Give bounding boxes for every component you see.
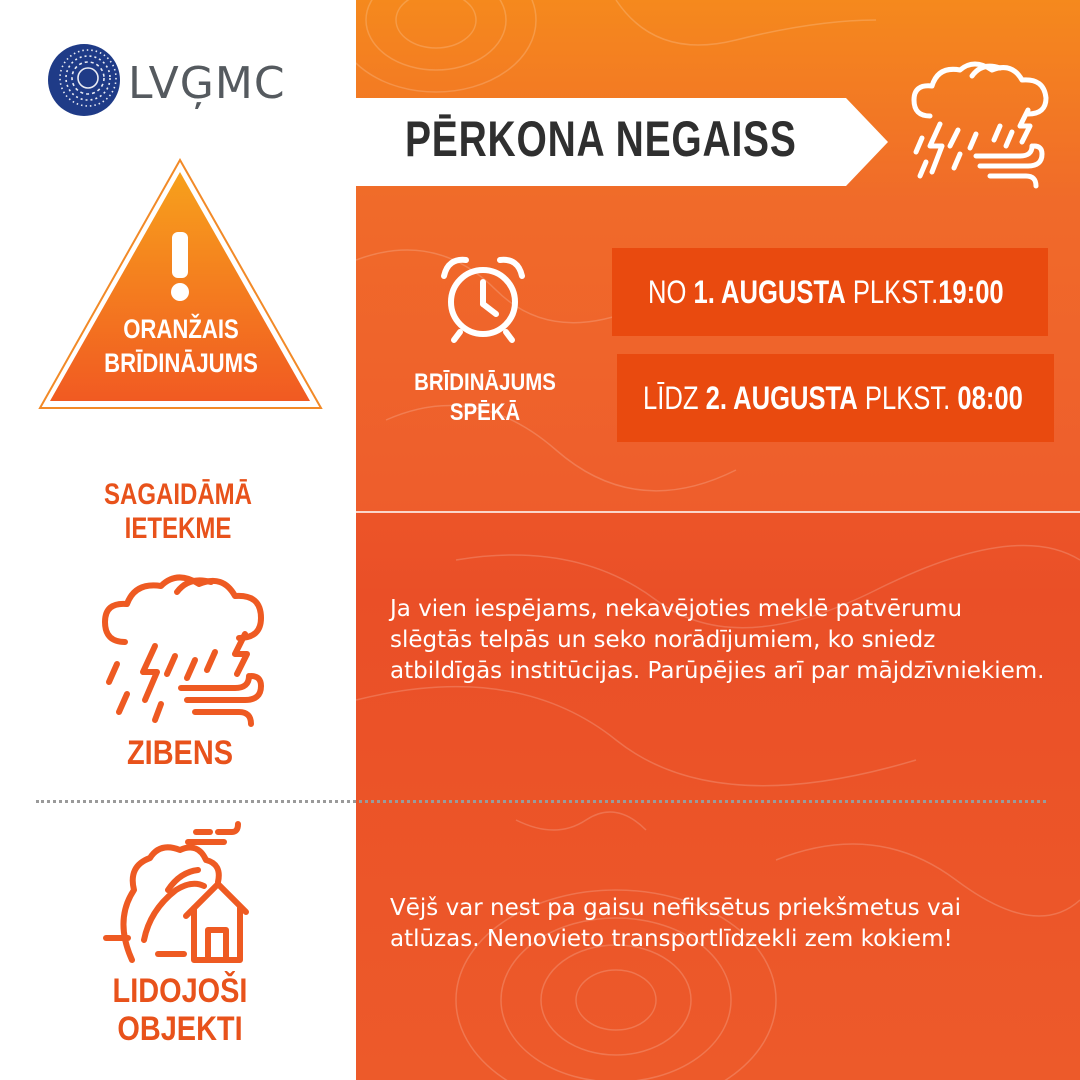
hazard-label-flying-objects	[70, 972, 291, 1048]
section-divider	[356, 511, 1080, 513]
valid-to-prefix: LĪDZ	[643, 379, 706, 416]
valid-from-mid: PLKST.	[845, 273, 939, 310]
flying-objects-icon	[98, 820, 258, 970]
warning-level-label	[90, 312, 272, 380]
hazard-label-flying-line2: OBJEKTI	[117, 1010, 243, 1048]
valid-to-time: 08:00	[957, 379, 1023, 416]
page-title: PĒRKONA NEGAISS	[405, 111, 797, 167]
valid-to-date: 2. AUGUSTA	[705, 379, 858, 416]
valid-from-prefix: NO	[648, 273, 694, 310]
thunderstorm-icon	[900, 54, 1060, 194]
validity-label	[396, 368, 575, 428]
warning-level-line1: ORANŽAIS	[123, 314, 239, 344]
lightning-storm-icon	[95, 564, 267, 732]
hazard-label-flying-line1: LIDOJOŠI	[112, 972, 248, 1010]
alarm-clock-icon	[438, 252, 528, 344]
valid-from-date: 1. AUGUSTA	[693, 273, 846, 310]
valid-to-box	[617, 354, 1054, 442]
hazard-label-lightning: ZIBENS	[127, 734, 233, 772]
advice-flying-objects: Vējš var nest pa gaisu nefiksētus priekšmetus vai atlūzas. Nenovieto transportlīdzekli zem kokiem!	[390, 895, 962, 952]
logo-text: LVĢMC	[128, 58, 286, 109]
valid-from-time: 19:00	[938, 273, 1004, 310]
valid-from-box	[612, 248, 1048, 336]
dotted-divider	[36, 800, 1046, 803]
advice-lightning: Ja vien iespējams, nekavējoties meklē patvērumu slēgtās telpās un seko norādījumiem, ko sniedz atbildīgās institūcijas. Parūpējies arī par mājdzīvniekiem.	[390, 596, 1045, 684]
valid-to-mid: PLKST.	[857, 379, 958, 416]
expected-impact-title: SAGAIDĀMĀ IETEKME	[104, 478, 252, 545]
validity-label-line1: BRĪDINĀJUMS	[414, 369, 556, 396]
validity-label-line2: SPĒKĀ	[449, 399, 521, 426]
warning-level-line2: BRĪDINĀJUMS	[104, 348, 258, 378]
